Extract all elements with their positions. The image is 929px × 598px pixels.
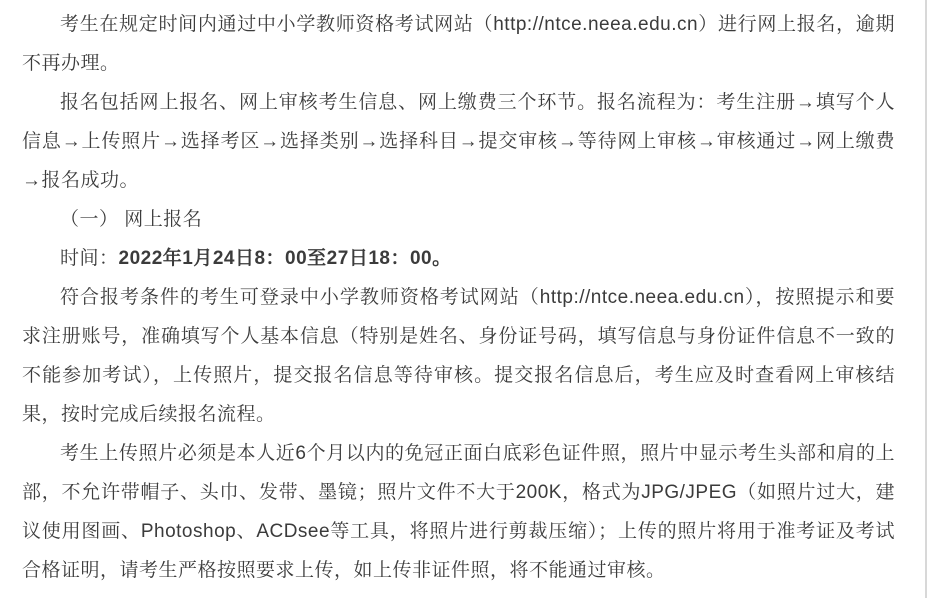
paragraph-registration-process: 报名包括网上报名、网上审核考生信息、网上缴费三个环节。报名流程为：考生注册→填写个人信息→上传照片→选择考区→选择类别→选择科目→提交审核→等待网上审核→审核通过→网上缴费→报名成功。 <box>22 92 895 191</box>
paragraph-registration-instructions: 符合报考条件的考生可登录中小学教师资格考试网站（http://ntce.neea.edu.cn），按照提示和要求注册账号，准确填写个人基本信息（特别是姓名、身份证号码，填写信息与身份证件信息不一致的不能参加考试），上传照片，提交报名信息等待审核。提交报名信息后，考生应及时查看网上审核结果，按时完成后续报名流程。 <box>22 287 895 425</box>
registration-time-value: 2022年1月24日8：00至27日18：00。 <box>118 248 452 269</box>
section-heading-online-registration: （一） 网上报名 <box>60 209 203 230</box>
article-body <box>22 0 895 590</box>
registration-time-label: 时间： <box>60 248 119 269</box>
paragraph-photo-requirements: 考生上传照片必须是本人近6个月以内的免冠正面白底彩色证件照，照片中显示考生头部和肩的上部，不允许带帽子、头巾、发带、墨镜；照片文件不大于200K，格式为JPG/JPEG（如照片过大，建议使用图画、Photoshop、ACDsee等工具，将照片进行剪裁压缩）；上传的照片将用于准考证及考试合格证明，请考生严格按照要求上传，如上传非证件照，将不能通过审核。 <box>22 443 895 581</box>
paragraph-online-registration-intro: 考生在规定时间内通过中小学教师资格考试网站（http://ntce.neea.edu.cn）进行网上报名，逾期不再办理。 <box>22 14 895 74</box>
paragraph-registration-time <box>22 239 895 278</box>
